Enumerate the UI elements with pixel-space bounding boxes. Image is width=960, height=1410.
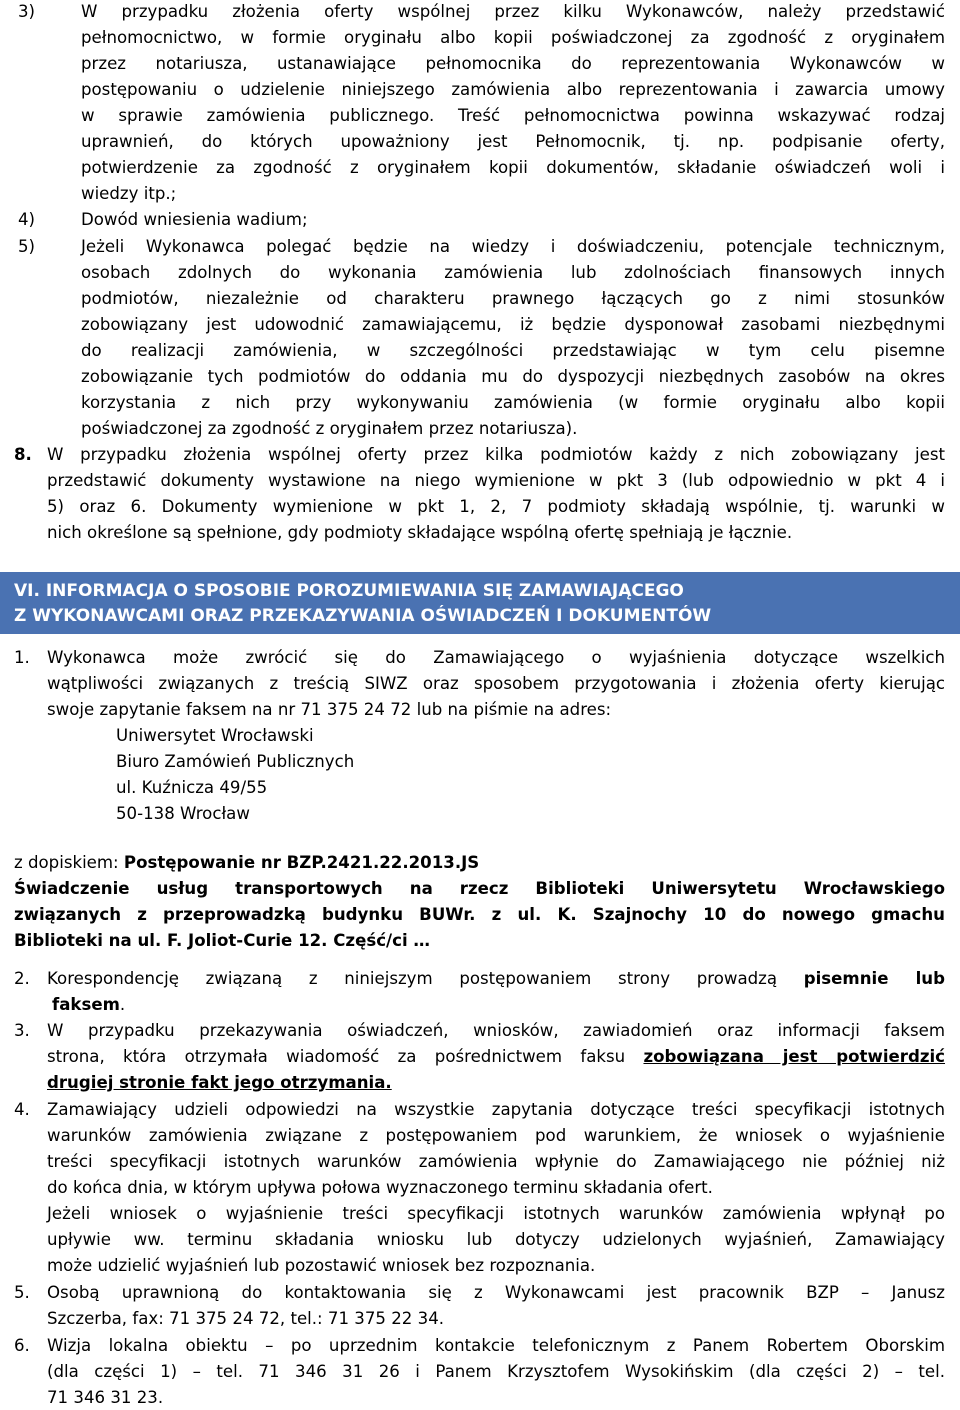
point-4-label: 4.	[14, 1100, 30, 1119]
point8-line-2: przedstawić dokumenty wystawione na niego wymienione w pkt 3 (lub odpowiednio w pkt 4 i	[47, 471, 945, 490]
list-label-3: 3)	[18, 2, 36, 21]
point5-line-1: Osobą uprawnioną do kontaktowania się z Wykonawcami jest pracownik BZP – Janusz	[47, 1283, 945, 1302]
item5-line-2: osobach zdolnych do wykonania zamówienia lub zdolnościach finansowych innych	[81, 263, 945, 282]
point1-line-3: swoje zapytanie faksem na nr 71 375 24 72 lub na piśmie na adres:	[47, 700, 612, 719]
point-2-label: 2.	[14, 969, 30, 988]
item5-line-7: korzystania z nich przy wykonywaniu zamówienia (w formie oryginału albo kopii	[81, 393, 945, 412]
point4-line-4: do końca dnia, w którym upływa połowa wyznaczonego terminu składania ofert.	[47, 1178, 713, 1197]
point2-emphasis: pisemnie lub	[803, 969, 945, 988]
point2-emphasis-2: faksem	[52, 995, 120, 1014]
point4-line-5: Jeżeli wniosek o wyjaśnienie treści specyfikacji istotnych warunków zamówienia wpłynął po	[47, 1204, 945, 1223]
item3-line-4: postępowaniu o udzielenie niniejszego zamówienia albo reprezentowania i zawarcia umowy	[81, 80, 945, 99]
section-title-line-1: VI. INFORMACJA O SPOSOBIE POROZUMIEWANIA SIĘ ZAMAWIAJĄCEGO	[14, 581, 684, 601]
point4-line-7: może udzielić wyjaśnień lub pozostawić wniosek bez rozpoznania.	[47, 1256, 596, 1275]
address-block	[116, 723, 354, 827]
list-label-5: 5)	[18, 237, 36, 256]
annotation-prefix: z dopiskiem:	[14, 853, 124, 872]
item4-text: Dowód wniesienia wadium;	[81, 210, 308, 229]
subject-line-1: Świadczenie usług transportowych na rzecz Biblioteki Uniwersytetu Wrocławskiego	[14, 879, 945, 898]
item3-line-5: w sprawie zamówienia publicznego. Treść pełnomocnictwa powinna wskazywać rodzaj	[81, 106, 945, 125]
point2-end: .	[119, 995, 126, 1014]
annotation-line	[14, 853, 479, 873]
subject-line-2: związanych z przeprowadzką budynku BUWr. z ul. K. Szajnochy 10 do nowego gmachu	[14, 905, 945, 924]
address-line-2: Biuro Zamówień Publicznych	[116, 752, 355, 771]
point-5-label: 5.	[14, 1283, 30, 1302]
item3-line-1: W przypadku złożenia oferty wspólnej przez kilku Wykonawców, należy przedstawić	[81, 2, 945, 21]
point1-line-1: Wykonawca może zwrócić się do Zamawiającego o wyjaśnienia dotyczące wszelkich	[47, 648, 945, 667]
point3-emphasis: zobowiązana jest potwierdzić	[643, 1047, 946, 1066]
point4-line-6: upływie ww. terminu składania wniosku lub dotyczy udzielonych wyjaśnień, Zamawiający	[47, 1230, 945, 1249]
address-line-4: 50-138 Wrocław	[116, 804, 250, 823]
item5-line-3: podmiotów, niezależnie od charakteru prawnego łączących go z nimi stosunków	[81, 289, 945, 308]
point6-line-3: 71 346 31 23.	[47, 1388, 164, 1407]
item3-line-8: wiedzy itp.;	[81, 184, 177, 203]
subject-line-3: Biblioteki na ul. F. Joliot-Curie 12. Część/ci …	[14, 931, 431, 950]
address-line-1: Uniwersytet Wrocławski	[116, 726, 314, 745]
item5-line-8: poświadczonej za zgodność z oryginałem przez notariusza).	[81, 419, 578, 438]
point1-line-2: wątpliwości związanych z treścią SIWZ oraz sposobem przygotowania i złożenia oferty kierując	[47, 674, 945, 693]
point2-line-2	[52, 995, 125, 1015]
item3-line-2: pełnomocnictwo, w formie oryginału albo kopii poświadczonej za zgodność z oryginałem	[81, 28, 945, 47]
point4-line-1: Zamawiający udzieli odpowiedzi na wszystkie zapytania dotyczące treści specyfikacji istotnych	[47, 1100, 945, 1119]
point3-line-1: W przypadku przekazywania oświadczeń, wniosków, zawiadomień oraz informacji faksem	[47, 1021, 945, 1040]
point8-line-3: 5) oraz 6. Dokumenty wymienione w pkt 1, 2, 7 podmioty składają wspólnie, tj. warunki w	[47, 497, 945, 516]
procedure-reference: Postępowanie nr BZP.2421.22.2013.JS	[123, 853, 480, 872]
item3-line-6: uprawnień, do których upoważniony jest Pełnomocnik, tj. np. podpisanie oferty,	[81, 132, 945, 151]
point-3-label: 3.	[14, 1021, 30, 1040]
point3-text: strona, która otrzymała wiadomość za pośrednictwem faksu	[47, 1047, 626, 1066]
section-header-band	[0, 572, 960, 634]
point2-line-1	[47, 969, 945, 989]
point8-line-4: nich określone są spełnione, gdy podmioty składające wspólną ofertę spełniają je łącznie.	[47, 523, 793, 542]
address-line-3: ul. Kuźnicza 49/55	[116, 778, 268, 797]
item5-line-4: zobowiązany jest udowodnić zamawiającemu, iż będzie dysponował zasobami niezbędnymi	[81, 315, 945, 334]
point6-line-1: Wizja lokalna obiektu – po uprzednim kontakcie telefonicznym z Panem Robertem Oborskim	[47, 1336, 945, 1355]
point5-line-2: Szczerba, fax: 71 375 24 72, tel.: 71 375 22 34.	[47, 1309, 445, 1328]
item5-line-5: do realizacji zamówienia, w szczególności przedstawiając w tym celu pisemne	[81, 341, 945, 360]
point6-line-2: (dla części 1) – tel. 71 346 31 26 i Panem Krzysztofem Wysokińskim (dla części 2) – tel.	[47, 1362, 945, 1381]
point-6-label: 6.	[14, 1336, 30, 1355]
point3-line-2	[47, 1047, 945, 1067]
item3-line-7: potwierdzenie za zgodność z oryginałem kopii dokumentów, składanie oświadczeń woli i	[81, 158, 945, 177]
item5-line-1: Jeżeli Wykonawca polegać będzie na wiedzy i doświadczeniu, potencjale technicznym,	[81, 237, 945, 256]
point8-line-1: W przypadku złożenia wspólnej oferty przez kilka podmiotów każdy z nich zobowiązany jest	[47, 445, 945, 464]
item3-line-3: przez notariusza, ustanawiające pełnomocnika do reprezentowania Wykonawców w	[81, 54, 945, 73]
point2-text: Korespondencję związaną z niniejszym postępowaniem strony prowadzą	[47, 969, 778, 988]
list-label-4: 4)	[18, 210, 36, 229]
point4-line-3: treści specyfikacji istotnych warunków zamówienia wpłynie do Zamawiającego nie później niż	[47, 1152, 945, 1171]
point4-line-2: warunków zamówienia związane z postępowaniem pod warunkiem, że wniosek o wyjaśnienie	[47, 1126, 945, 1145]
section-title-line-2: Z WYKONAWCAMI ORAZ PRZEKAZYWANIA OŚWIADCZEŃ I DOKUMENTÓW	[14, 606, 712, 626]
point-1-label: 1.	[14, 648, 30, 667]
point3-line-3: drugiej stronie fakt jego otrzymania.	[47, 1073, 392, 1092]
item5-line-6: zobowiązanie tych podmiotów do oddania mu do dyspozycji niezbędnych zasobów na okres	[81, 367, 945, 386]
point-8-label: 8.	[14, 445, 32, 464]
